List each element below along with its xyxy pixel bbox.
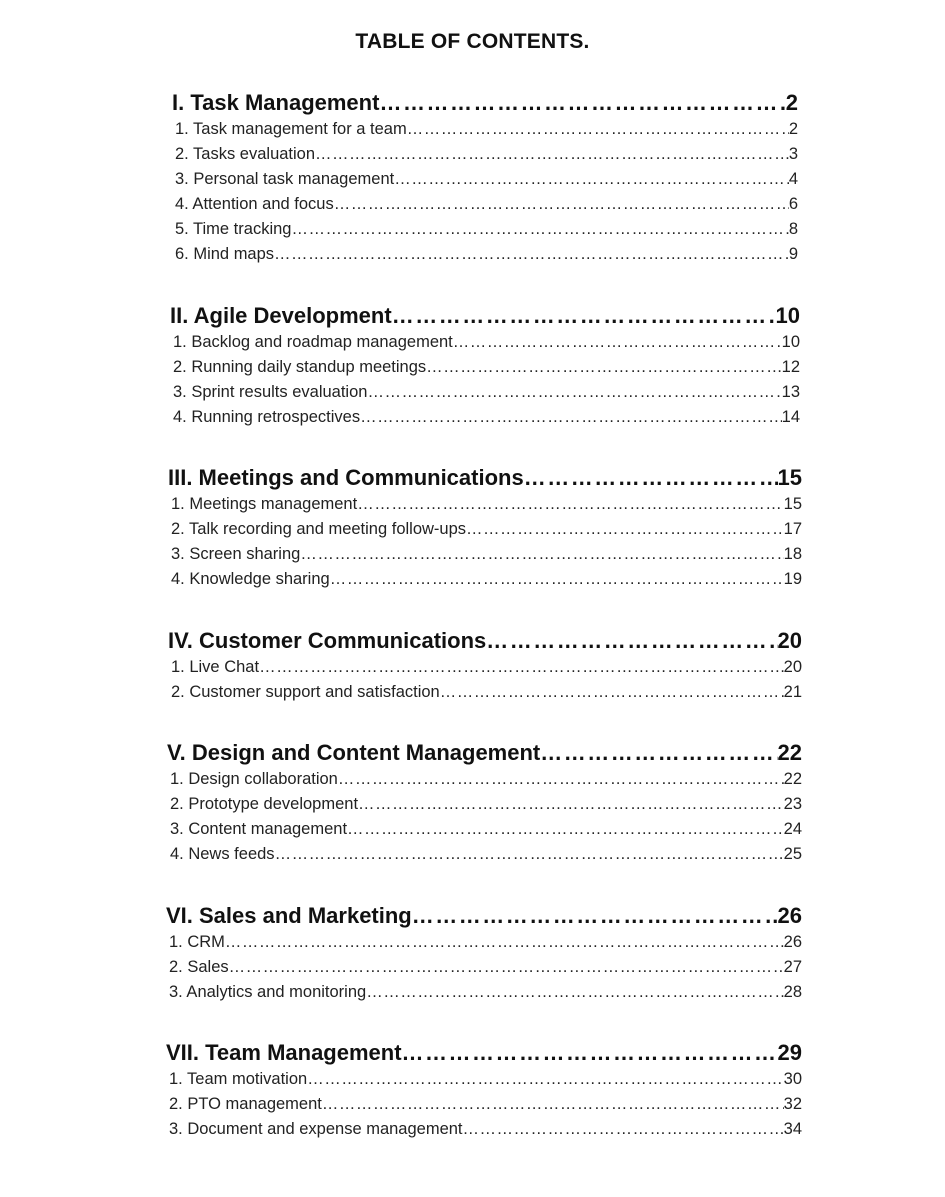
item-page-number: 17 (783, 520, 802, 538)
item-label: 4. News feeds (170, 845, 275, 863)
toc-item (172, 170, 798, 195)
leader-dots (338, 770, 784, 789)
toc-item (170, 383, 800, 408)
toc-item (167, 820, 802, 845)
leader-dots (259, 658, 784, 677)
item-label: 1. Meetings management (171, 495, 358, 513)
leader-dots (402, 1040, 778, 1066)
heading-page-number: 20 (777, 628, 802, 653)
toc-item (172, 220, 798, 245)
heading-label: II. Agile Development (170, 303, 392, 328)
item-page-number: 30 (783, 1070, 802, 1088)
leader-dots (394, 170, 789, 189)
item-page-number: 25 (783, 845, 802, 863)
item-label: 4. Knowledge sharing (171, 570, 330, 588)
item-label: 2. Running daily standup meetings (173, 358, 427, 376)
heading-label: V. Design and Content Management (167, 740, 541, 765)
toc-item (167, 795, 802, 820)
leader-dots (440, 683, 784, 702)
item-label: 1. Backlog and roadmap management (173, 333, 453, 351)
toc-item (168, 658, 802, 683)
item-label: 2. Customer support and satisfaction (171, 683, 440, 701)
leader-dots (291, 220, 788, 239)
heading-page-number: 29 (777, 1040, 802, 1065)
leader-dots (407, 120, 789, 139)
item-page-number: 19 (783, 570, 802, 588)
item-label: 3. Sprint results evaluation (173, 383, 368, 401)
leader-dots (486, 628, 777, 654)
toc-section-7 (166, 1040, 802, 1145)
item-label: 6. Mind maps (175, 245, 275, 263)
leader-dots (330, 570, 784, 589)
toc-item (166, 1070, 802, 1095)
toc-item (172, 195, 798, 220)
item-page-number: 15 (783, 495, 802, 513)
leader-dots (274, 245, 789, 264)
item-label: 4. Attention and focus (175, 195, 334, 213)
item-label: 2. Tasks evaluation (175, 145, 316, 163)
toc-heading (170, 303, 800, 333)
item-page-number: 9 (788, 245, 798, 263)
leader-dots (322, 1095, 784, 1114)
leader-dots (357, 495, 783, 514)
item-label: 2. PTO management (169, 1095, 322, 1113)
heading-label: III. Meetings and Communications (168, 465, 524, 490)
item-label: 1. Team motivation (169, 1070, 308, 1088)
toc-item (170, 333, 800, 358)
leader-dots (300, 545, 783, 564)
leader-dots (540, 740, 777, 766)
heading-page-number: 15 (777, 465, 802, 490)
leader-dots (367, 383, 781, 402)
toc-heading (167, 740, 802, 770)
item-label: 1. Task management for a team (175, 120, 407, 138)
leader-dots (392, 303, 776, 329)
item-page-number: 8 (788, 220, 798, 238)
toc-item (166, 1095, 802, 1120)
item-page-number: 24 (783, 820, 802, 838)
item-label: 3. Analytics and monitoring (169, 983, 367, 1001)
heading-label: IV. Customer Communications (168, 628, 487, 653)
toc-item (168, 520, 802, 545)
toc-item (168, 545, 802, 570)
item-page-number: 12 (781, 358, 800, 376)
leader-dots (366, 983, 783, 1002)
leader-dots (524, 465, 778, 491)
leader-dots (463, 1120, 784, 1139)
item-page-number: 34 (783, 1120, 802, 1138)
toc-heading (168, 465, 802, 495)
heading-page-number: 26 (777, 903, 802, 928)
leader-dots (307, 1070, 783, 1089)
item-label: 1. CRM (169, 933, 225, 951)
item-label: 3. Content management (170, 820, 348, 838)
leader-dots (334, 195, 789, 214)
leader-dots (453, 333, 782, 352)
item-label: 4. Running retrospectives (173, 408, 361, 426)
heading-page-number: 22 (777, 740, 802, 765)
toc-section-6 (166, 903, 802, 1008)
toc-heading (166, 1040, 802, 1070)
item-page-number: 2 (788, 120, 798, 138)
item-page-number: 3 (788, 145, 798, 163)
leader-dots (466, 520, 784, 539)
toc-heading (168, 628, 802, 658)
toc-item (168, 570, 802, 595)
leader-dots (426, 358, 781, 377)
toc-section-5 (167, 740, 802, 870)
toc-item (167, 845, 802, 870)
heading-page-number: 2 (785, 90, 798, 115)
item-page-number: 32 (783, 1095, 802, 1113)
toc-heading (172, 90, 798, 120)
item-page-number: 21 (783, 683, 802, 701)
item-page-number: 22 (783, 770, 802, 788)
item-label: 3. Personal task management (175, 170, 395, 188)
leader-dots (229, 958, 784, 977)
leader-dots (347, 820, 784, 839)
leader-dots (358, 795, 784, 814)
heading-page-number: 10 (775, 303, 800, 328)
toc-section-2 (170, 303, 800, 433)
toc-section-4 (168, 628, 802, 708)
toc-item (172, 245, 798, 270)
toc-item (166, 933, 802, 958)
item-label: 5. Time tracking (175, 220, 292, 238)
leader-dots (275, 845, 784, 864)
item-label: 2. Prototype development (170, 795, 359, 813)
leader-dots (412, 903, 778, 929)
toc-item (166, 983, 802, 1008)
leader-dots (225, 933, 784, 952)
toc-item (170, 408, 800, 433)
item-page-number: 6 (788, 195, 798, 213)
toc-item (172, 145, 798, 170)
item-label: 3. Screen sharing (171, 545, 301, 563)
item-page-number: 18 (783, 545, 802, 563)
leader-dots (360, 408, 782, 427)
toc-item (170, 358, 800, 383)
heading-label: VI. Sales and Marketing (166, 903, 412, 928)
toc-section-1 (172, 90, 798, 270)
item-page-number: 20 (783, 658, 802, 676)
heading-label: I. Task Management (172, 90, 380, 115)
toc-item (167, 770, 802, 795)
heading-label: VII. Team Management (166, 1040, 402, 1065)
item-page-number: 26 (783, 933, 802, 951)
toc-item (168, 683, 802, 708)
toc-section-3 (168, 465, 802, 595)
leader-dots (379, 90, 785, 116)
item-page-number: 23 (783, 795, 802, 813)
item-label: 1. Live Chat (171, 658, 260, 676)
toc-heading (166, 903, 802, 933)
item-page-number: 14 (781, 408, 800, 426)
document-title: TABLE OF CONTENTS. (355, 30, 590, 53)
toc-item (166, 1120, 802, 1145)
toc-item (168, 495, 802, 520)
item-label: 2. Sales (169, 958, 229, 976)
item-label: 3. Document and expense management (169, 1120, 463, 1138)
toc-item (166, 958, 802, 983)
item-page-number: 28 (783, 983, 802, 1001)
item-page-number: 4 (788, 170, 798, 188)
item-page-number: 10 (781, 333, 800, 351)
item-page-number: 27 (783, 958, 802, 976)
toc-item (172, 120, 798, 145)
item-label: 2. Talk recording and meeting follow-ups (171, 520, 467, 538)
leader-dots (315, 145, 789, 164)
item-label: 1. Design collaboration (170, 770, 338, 788)
item-page-number: 13 (781, 383, 800, 401)
